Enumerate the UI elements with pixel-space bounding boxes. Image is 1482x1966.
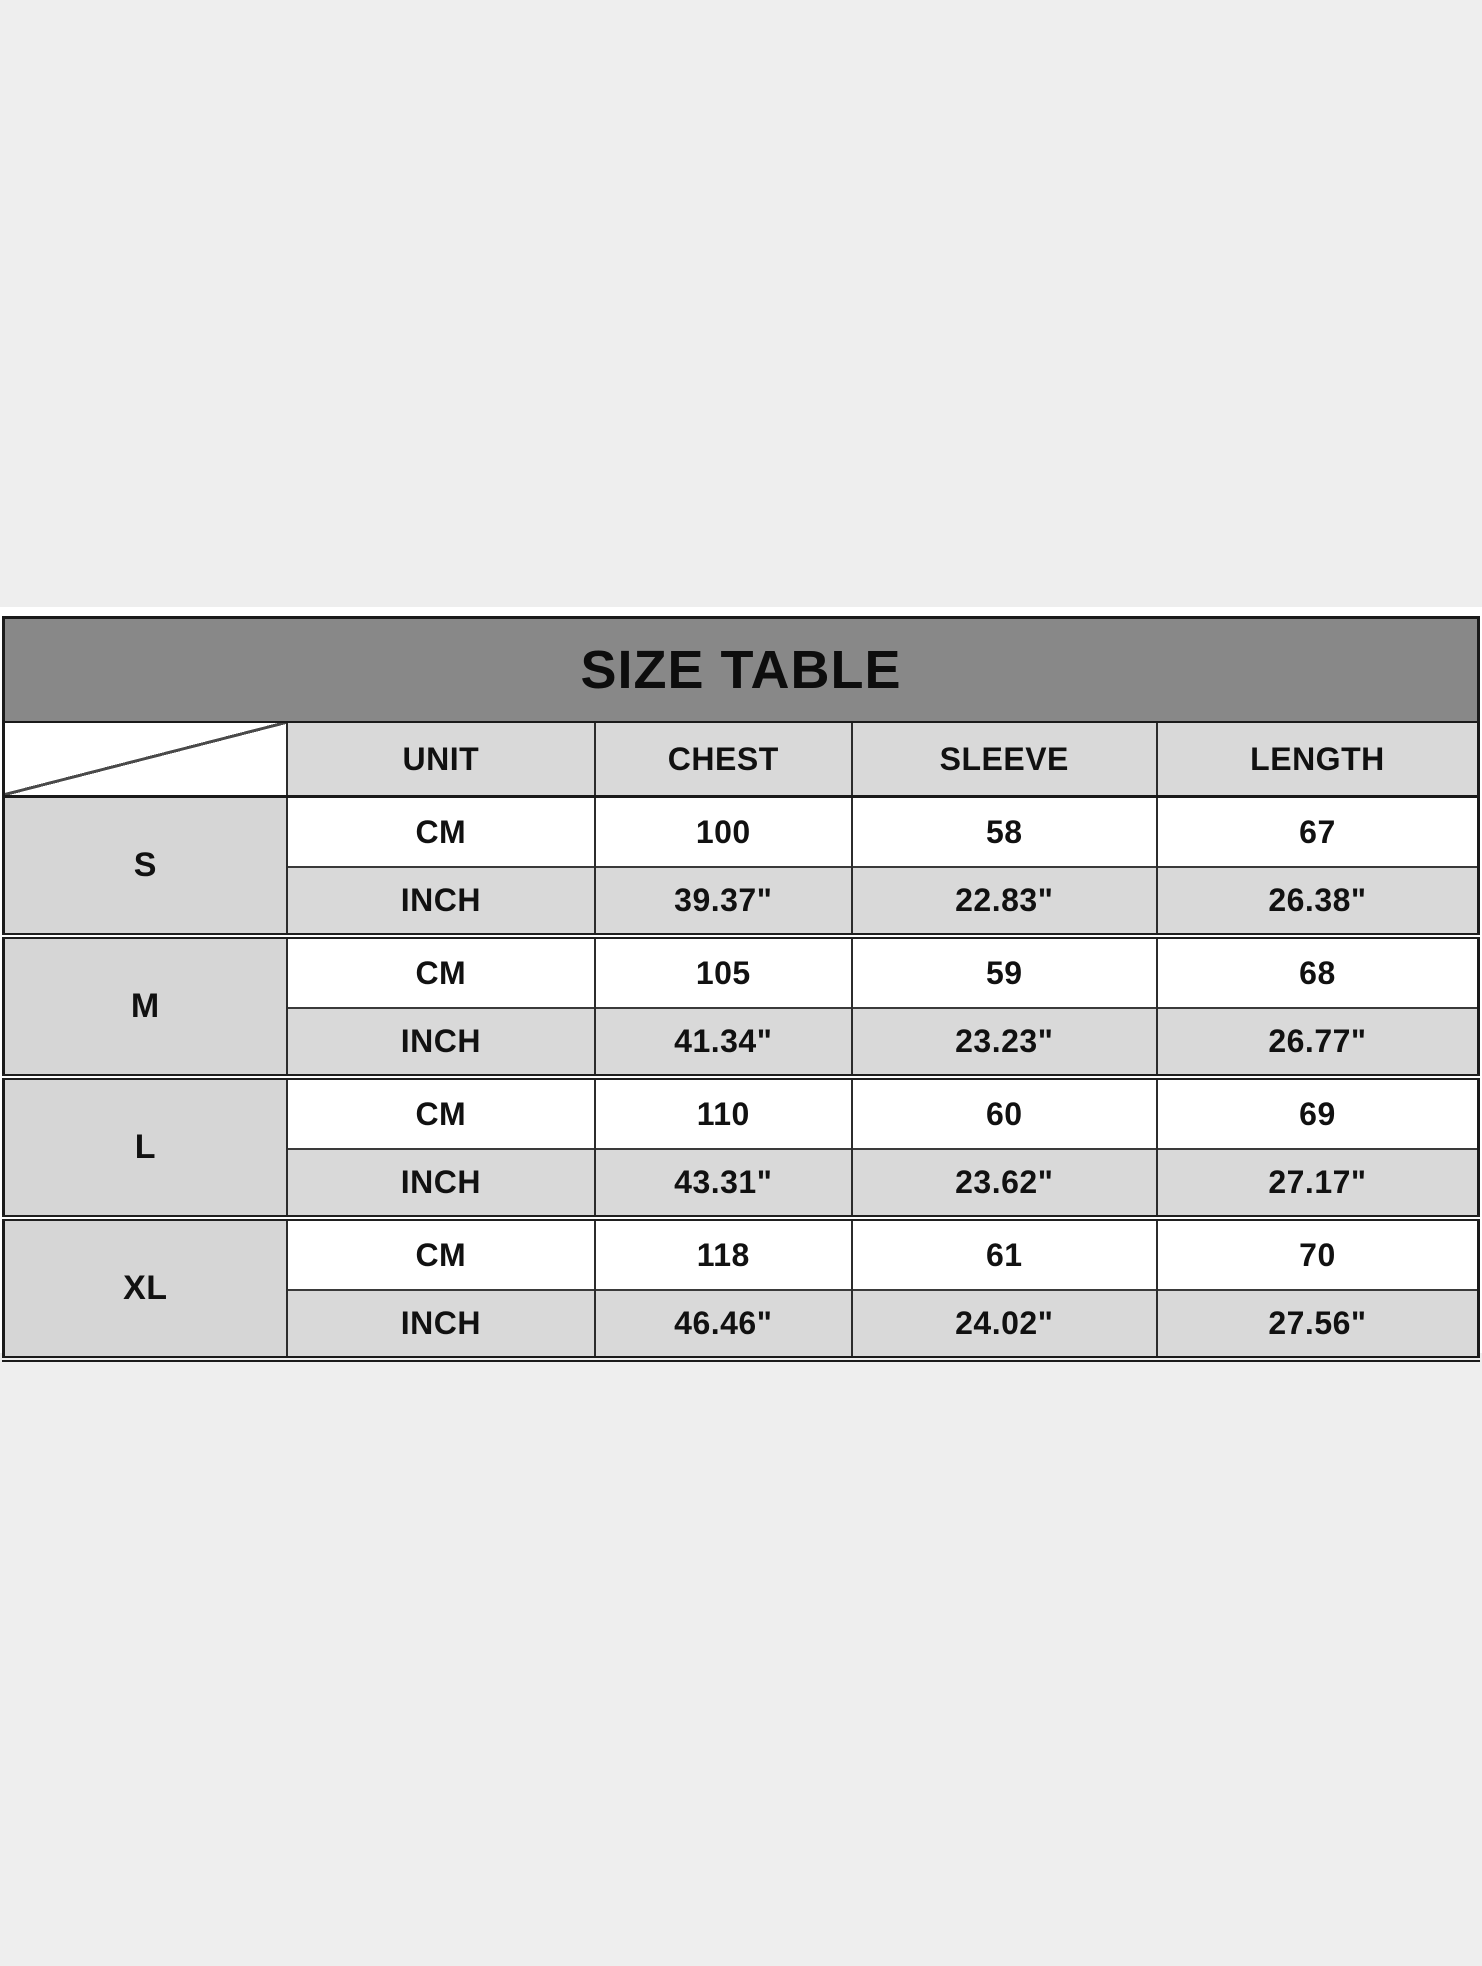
table-row xyxy=(4,936,1479,1008)
cell-m-inch-sleeve: 23.23" xyxy=(852,1008,1157,1077)
size-label-xl: XL xyxy=(4,1218,287,1359)
size-label-s: S xyxy=(4,797,287,937)
col-header-chest: CHEST xyxy=(595,722,852,797)
cell-s-cm-unit: CM xyxy=(287,797,595,868)
col-header-sleeve: SLEEVE xyxy=(852,722,1157,797)
cell-m-cm-unit: CM xyxy=(287,936,595,1008)
cell-l-inch-length: 27.17" xyxy=(1157,1149,1479,1218)
cell-xl-inch-unit: INCH xyxy=(287,1290,595,1359)
table-row xyxy=(4,1077,1479,1149)
cell-xl-cm-unit: CM xyxy=(287,1218,595,1290)
cell-l-cm-sleeve: 60 xyxy=(852,1077,1157,1149)
header-row xyxy=(4,722,1479,797)
cell-m-inch-chest: 41.34" xyxy=(595,1008,852,1077)
size-label-m: M xyxy=(4,936,287,1077)
table-row xyxy=(4,1218,1479,1290)
size-label-l: L xyxy=(4,1077,287,1218)
cell-s-inch-chest: 39.37" xyxy=(595,867,852,936)
cell-xl-cm-chest: 118 xyxy=(595,1218,852,1290)
cell-m-cm-sleeve: 59 xyxy=(852,936,1157,1008)
col-header-length: LENGTH xyxy=(1157,722,1479,797)
cell-xl-cm-length: 70 xyxy=(1157,1218,1479,1290)
cell-s-cm-length: 67 xyxy=(1157,797,1479,868)
cell-s-inch-unit: INCH xyxy=(287,867,595,936)
cell-l-cm-unit: CM xyxy=(287,1077,595,1149)
col-header-unit: UNIT xyxy=(287,722,595,797)
corner-cell xyxy=(4,722,287,797)
size-table xyxy=(2,616,1480,1362)
cell-s-cm-sleeve: 58 xyxy=(852,797,1157,868)
diagonal-line xyxy=(5,723,286,795)
cell-m-cm-length: 68 xyxy=(1157,936,1479,1008)
table-title: SIZE TABLE xyxy=(4,618,1479,723)
cell-m-inch-length: 26.77" xyxy=(1157,1008,1479,1077)
cell-l-inch-unit: INCH xyxy=(287,1149,595,1218)
cell-s-inch-sleeve: 22.83" xyxy=(852,867,1157,936)
cell-l-cm-length: 69 xyxy=(1157,1077,1479,1149)
cell-l-inch-sleeve: 23.62" xyxy=(852,1149,1157,1218)
cell-m-inch-unit: INCH xyxy=(287,1008,595,1077)
cell-m-cm-chest: 105 xyxy=(595,936,852,1008)
cell-xl-inch-sleeve: 24.02" xyxy=(852,1290,1157,1359)
cell-xl-inch-length: 27.56" xyxy=(1157,1290,1479,1359)
cell-xl-cm-sleeve: 61 xyxy=(852,1218,1157,1290)
size-table-canvas xyxy=(0,607,1482,1353)
cell-xl-inch-chest: 46.46" xyxy=(595,1290,852,1359)
title-row xyxy=(4,618,1479,723)
table-row xyxy=(4,797,1479,868)
cell-s-inch-length: 26.38" xyxy=(1157,867,1479,936)
cell-l-cm-chest: 110 xyxy=(595,1077,852,1149)
cell-l-inch-chest: 43.31" xyxy=(595,1149,852,1218)
cell-s-cm-chest: 100 xyxy=(595,797,852,868)
